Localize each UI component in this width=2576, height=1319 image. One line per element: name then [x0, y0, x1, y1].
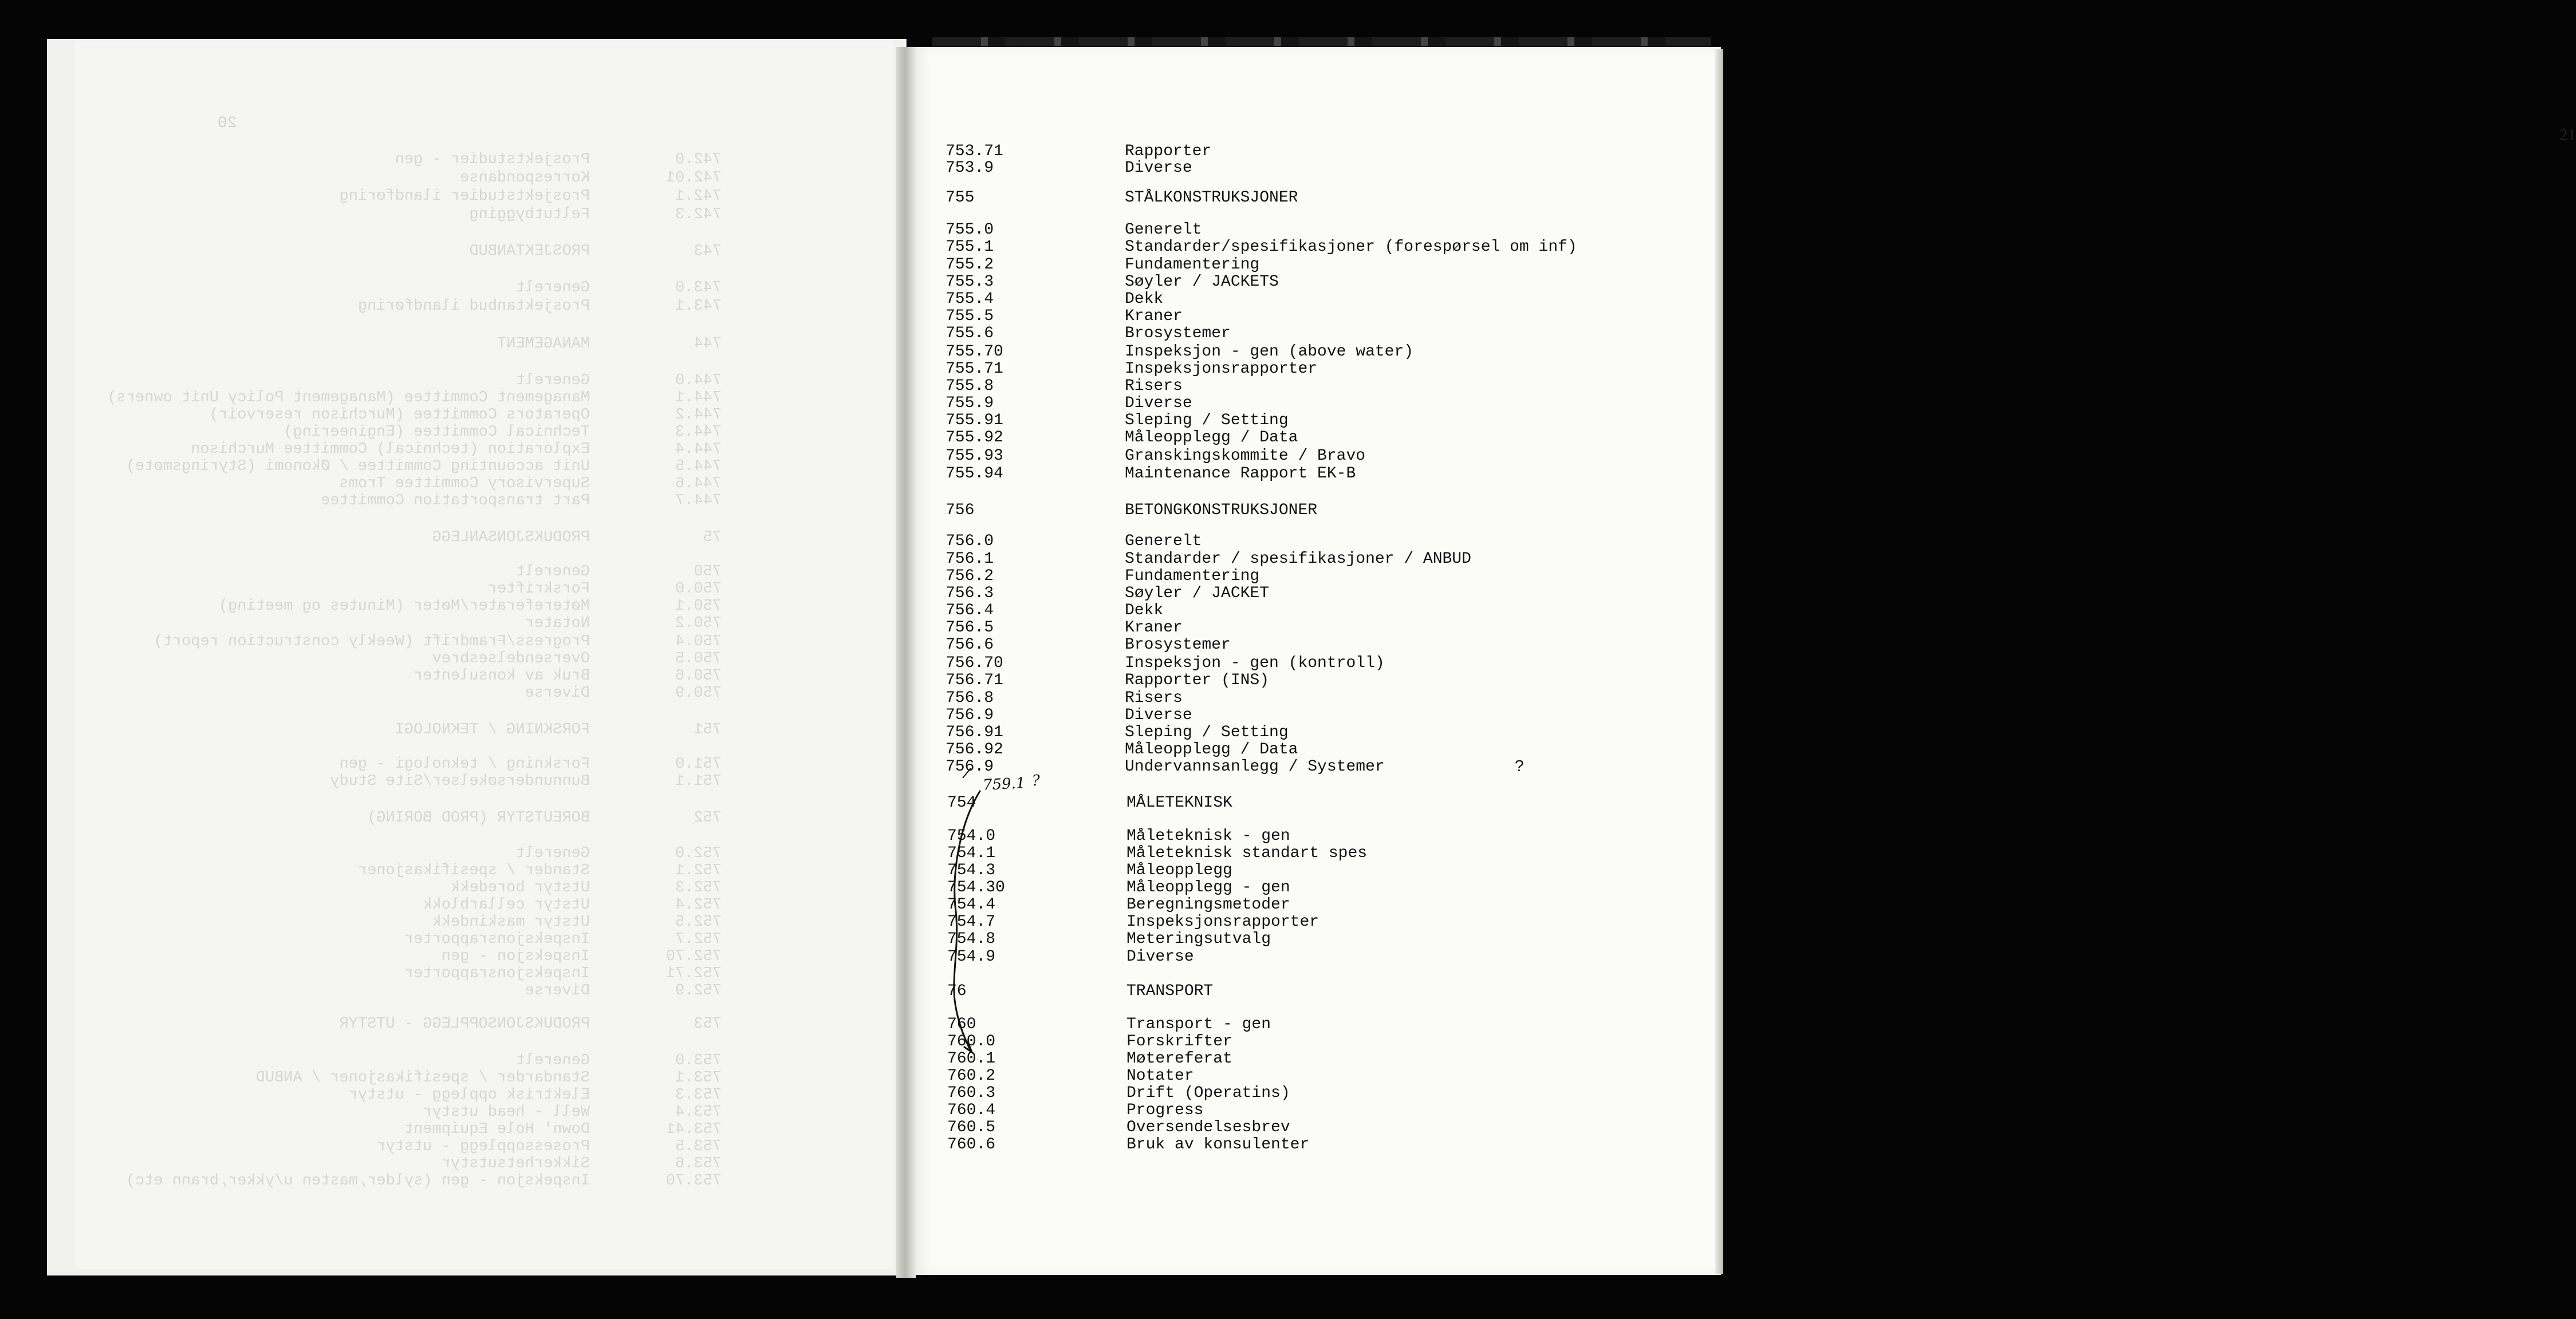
entry-label: Måleopplegg / Data	[1125, 741, 1298, 759]
entry-code: 755.70	[946, 343, 1003, 361]
bleedthrough-label: Prosjektstudier ilandføring	[339, 188, 590, 205]
entry-label: Inspeksjonsrapporter	[1125, 360, 1318, 378]
entry-label: Risers	[1125, 377, 1183, 395]
bleedthrough-label: Inspeksjonsrapporter	[404, 931, 590, 948]
entry-code: 756.0	[946, 532, 994, 550]
entry-label: Undervannsanlegg / Systemer	[1125, 758, 1385, 776]
bleedthrough-label: Generelt	[515, 279, 590, 297]
bleedthrough-code: 753.5	[675, 1138, 722, 1155]
bleedthrough-code: 750.5	[675, 650, 722, 668]
entry-code: 754.7	[947, 913, 996, 931]
left-page	[74, 41, 893, 1269]
entry-label: Fundamentering	[1125, 256, 1260, 274]
entry-code: 755.3	[946, 273, 994, 291]
entry-code: 756.4	[946, 602, 994, 619]
bleedthrough-label: Operators Committee (Murchison reservoir)	[209, 406, 590, 424]
bleedthrough-code: 753.3	[675, 1087, 722, 1104]
entry-code: 756	[946, 501, 975, 519]
entry-label: Risers	[1125, 689, 1183, 707]
entry-label: Diverse	[1126, 948, 1194, 966]
bleedthrough-code: 744.4	[675, 441, 722, 458]
entry-code: 756.1	[946, 550, 994, 568]
bleedthrough-label: Standarder / spesifikasjoner / ANBUD	[255, 1069, 590, 1087]
bleedthrough-label: PRODUKSJONSANLEGG	[432, 529, 590, 546]
bleedthrough-label: Management Committee (Management Policy Unit owners)	[107, 389, 590, 406]
entry-label: Dekk	[1125, 602, 1164, 619]
entry-code: 760.3	[947, 1084, 996, 1102]
bleedthrough-label: Well - head utstyr	[423, 1104, 590, 1121]
index-entries	[916, 47, 1721, 1275]
bleedthrough-label: Exploration (technical) Committee Murchison	[191, 441, 590, 458]
entry-label: Måleteknisk standart spes	[1126, 844, 1368, 862]
bleedthrough-label: Diverse	[525, 982, 590, 1000]
bleedthrough-label: Prosjektstudier - gen	[395, 151, 590, 168]
bleedthrough-label: BOREUTSTYR (PROD BORING)	[367, 809, 590, 827]
entry-label: Kraner	[1125, 619, 1183, 637]
entry-code: 755.6	[946, 325, 994, 342]
bleedthrough-label: Forskrifter	[487, 580, 590, 598]
bleedthrough-code: 742.0	[675, 151, 722, 168]
bleedthrough-code: 753.4	[675, 1104, 722, 1121]
entry-code: 753.9	[946, 159, 994, 177]
bleedthrough-code: 744	[694, 335, 722, 353]
entry-code: 756.9	[946, 758, 994, 776]
left-page-bleedthrough-text	[74, 41, 893, 1269]
bleedthrough-label: Inspeksjon - gen (sylder,masten u/ykker,brann etc)	[125, 1172, 590, 1190]
entry-label: Inspeksjonsrapporter	[1126, 913, 1319, 931]
entry-code: 756.71	[946, 672, 1003, 689]
entry-label: Standarder / spesifikasjoner / ANBUD	[1125, 550, 1471, 568]
entry-code: 755.4	[946, 290, 994, 308]
bleedthrough-label: Inspeksjon - gen	[441, 948, 590, 965]
bleedthrough-code: 752.7	[675, 931, 722, 948]
bleedthrough-label: Diverse	[525, 685, 590, 702]
entry-label: Inspeksjon - gen (kontroll)	[1125, 654, 1385, 672]
bleedthrough-code: 752.5	[675, 914, 722, 931]
entry-code: 756.91	[946, 724, 1003, 741]
bleedthrough-label: Down' Hole Equipment	[404, 1121, 590, 1138]
bleedthrough-code: 744.2	[675, 406, 722, 424]
entry-label: Diverse	[1125, 394, 1192, 412]
bleedthrough-label: FORSKNING / TEKNOLOGI	[395, 721, 590, 739]
bleedthrough-code: 753.0	[675, 1052, 722, 1069]
entry-label: Forskrifter	[1126, 1033, 1232, 1051]
entry-label: Meteringsutvalg	[1126, 930, 1271, 948]
bleedthrough-code: 743	[694, 243, 722, 260]
entry-label: Drift (Operatins)	[1126, 1084, 1290, 1102]
bleedthrough-code: 743.0	[675, 279, 722, 297]
bleedthrough-code: 751.0	[675, 756, 722, 773]
entry-code: 755.92	[946, 429, 1003, 447]
entry-code: 755.0	[946, 221, 994, 239]
entry-code: 754.8	[947, 930, 996, 948]
entry-label: Måleteknisk - gen	[1126, 827, 1290, 845]
bleedthrough-code: 753	[694, 1016, 722, 1033]
entry-code: 755.71	[946, 360, 1003, 378]
entry-label: Diverse	[1125, 159, 1192, 177]
bleedthrough-label: Generelt	[515, 372, 590, 389]
entry-code: 756.70	[946, 654, 1003, 672]
entry-label: Sleping / Setting	[1125, 412, 1289, 429]
entry-code: 754.0	[947, 827, 996, 845]
bleedthrough-code: 752.4	[675, 897, 722, 914]
bleedthrough-code: 752.0	[675, 845, 722, 862]
entry-code: 760	[947, 1016, 976, 1033]
entry-code: 76	[947, 982, 967, 1000]
book-spine	[896, 47, 916, 1278]
entry-code: 754.1	[947, 844, 996, 862]
entry-label: Standarder/spesifikasjoner (forespørsel om inf)	[1125, 238, 1577, 256]
entry-code: 756.6	[946, 636, 994, 654]
bleedthrough-label: Oversendelsesbrev	[432, 650, 590, 668]
bleedthrough-label: Part transportation Committee	[321, 492, 590, 510]
bleedthrough-label: Forskning / teknologi - gen	[339, 756, 590, 773]
bleedthrough-label: Technical Committee (Engineering)	[283, 424, 590, 441]
bleedthrough-code: 750.2	[675, 615, 722, 632]
entry-code: 755	[946, 189, 975, 207]
entry-label: TRANSPORT	[1126, 982, 1214, 1000]
entry-code: 755.5	[946, 307, 994, 325]
bleedthrough-code: 752.9	[675, 982, 722, 1000]
bleedthrough-code: 742.01	[665, 169, 722, 187]
page-top-edge	[932, 37, 1711, 46]
bleedthrough-label: Unit accounting Committee / Økonomi (Styringsmøte)	[125, 458, 590, 475]
bleedthrough-label: Utstyr maskindekk	[432, 914, 590, 931]
bleedthrough-code: 750.9	[675, 685, 722, 702]
bleedthrough-code: 753.70	[665, 1172, 722, 1190]
entry-code: 755.1	[946, 238, 994, 256]
bleedthrough-label: Stander / spesifikasjoner	[357, 862, 590, 879]
entry-code: 754	[947, 794, 976, 812]
entry-label: Generelt	[1125, 532, 1202, 550]
bleedthrough-label: Prosjektanbud ilandføring	[357, 298, 590, 315]
bleedthrough-label: PRODUKSJONSOPPLEGG - UTSTYR	[339, 1016, 590, 1033]
entry-label: Sleping / Setting	[1125, 724, 1289, 741]
bleedthrough-label: PROSJEKTANBUD	[469, 243, 590, 260]
entry-code: 756.2	[946, 567, 994, 585]
bleedthrough-label: Møtereferater/Møter (Minutes og meeting)	[218, 598, 590, 615]
entry-code: 754.4	[947, 896, 996, 914]
entry-label: Kraner	[1125, 307, 1183, 325]
page-number: 21	[2559, 126, 2576, 144]
entry-code: 760.5	[947, 1119, 996, 1136]
entry-label: Transport - gen	[1126, 1016, 1271, 1033]
bleedthrough-code: 750.1	[675, 598, 722, 615]
entry-code: 754.3	[947, 862, 996, 879]
bleedthrough-code: 751.1	[675, 773, 722, 790]
bleedthrough-label: Feltutbygging	[469, 206, 590, 223]
entry-label: Rapporter	[1125, 143, 1212, 160]
bleedthrough-code: 753.6	[675, 1155, 722, 1172]
handwritten-question-mark: ?	[1031, 772, 1041, 790]
bleedthrough-label: Korrespondanse	[460, 169, 590, 187]
entry-label: Oversendelsesbrev	[1126, 1119, 1290, 1136]
bleedthrough-code: 750	[694, 563, 722, 580]
bleedthrough-code: 744.5	[675, 458, 722, 475]
entry-code: 754.30	[947, 879, 1005, 897]
entry-label: Søyler / JACKET	[1125, 585, 1270, 602]
entry-code: 760.1	[947, 1050, 996, 1068]
typed-question-mark: ?	[1515, 757, 1524, 775]
bleedthrough-code: 743.1	[675, 298, 722, 315]
entry-label: Bruk av konsulenter	[1126, 1136, 1310, 1154]
entry-code: 755.91	[946, 412, 1003, 429]
entry-code: 755.8	[946, 377, 994, 395]
entry-code: 756.8	[946, 689, 994, 707]
bleedthrough-code: 753.1	[675, 1069, 722, 1087]
bleedthrough-label: Supervisory Committee Troms	[339, 475, 590, 492]
bleedthrough-code: 752	[694, 809, 722, 827]
bleedthrough-label: Utstyr boredekk	[450, 879, 590, 897]
bleedthrough-label: Elektrisk opplegg - utstyr	[348, 1087, 590, 1104]
entry-code: 755.9	[946, 394, 994, 412]
entry-label: Brosystemer	[1125, 636, 1231, 654]
entry-label: BETONGKONSTRUKSJONER	[1125, 501, 1318, 519]
bleedthrough-code: 744.3	[675, 424, 722, 441]
bleedthrough-code: 744.6	[675, 475, 722, 492]
bleedthrough-code: 752.3	[675, 879, 722, 897]
entry-label: Notater	[1126, 1067, 1194, 1085]
entry-label: Inspeksjon - gen (above water)	[1125, 343, 1414, 361]
entry-label: Søyler / JACKETS	[1125, 273, 1279, 291]
bleedthrough-code: 752.70	[665, 948, 722, 965]
entry-code: 756.92	[946, 741, 1003, 759]
bleedthrough-label: Utstyr cellarblokk	[423, 897, 590, 914]
entry-label: Progress	[1126, 1101, 1204, 1119]
entry-code: 756.3	[946, 585, 994, 602]
entry-label: Måleopplegg - gen	[1126, 879, 1290, 897]
entry-code: 755.94	[946, 465, 1003, 483]
bleedthrough-code: 751	[694, 721, 722, 739]
entry-label: Dekk	[1125, 290, 1164, 308]
entry-label: Rapporter (INS)	[1125, 672, 1270, 689]
bleedthrough-label: Prosessopplegg - utstyr	[376, 1138, 590, 1155]
right-page	[916, 47, 2576, 1275]
entry-code: 755.93	[946, 447, 1003, 465]
entry-code: 760.6	[947, 1136, 996, 1154]
bleedthrough-label: Inspeksjonsrapporter	[404, 965, 590, 982]
entry-label: Granskingskommite / Bravo	[1125, 447, 1366, 465]
bleedthrough-label: Notater	[525, 615, 590, 632]
bleedthrough-code: 750.4	[675, 633, 722, 650]
left-page-number: 20	[218, 114, 237, 132]
bleedthrough-code: 742.3	[675, 206, 722, 223]
entry-label: Maintenance Rapport EK-B	[1125, 465, 1356, 483]
bleedthrough-code: 744.7	[675, 492, 722, 510]
entry-label: Møtereferat	[1126, 1050, 1232, 1068]
entry-code: 756.5	[946, 619, 994, 637]
right-page-edge	[1715, 49, 1723, 1274]
entry-code: 753.71	[946, 143, 1003, 160]
entry-code: 760.0	[947, 1033, 996, 1051]
bleedthrough-label: Generelt	[515, 1052, 590, 1069]
entry-label: STÅLKONSTRUKSJONER	[1125, 189, 1298, 207]
bleedthrough-code: 750.0	[675, 580, 722, 598]
bleedthrough-code: 750.6	[675, 668, 722, 685]
bleedthrough-code: 752.1	[675, 862, 722, 879]
entry-label: Brosystemer	[1125, 325, 1231, 342]
bleedthrough-label: Sikkerhetsutstyr	[441, 1155, 590, 1172]
bleedthrough-label: Bruk av konsulenter	[413, 668, 590, 685]
entry-label: Diverse	[1125, 706, 1192, 724]
bleedthrough-code: 744.1	[675, 389, 722, 406]
entry-label: Måleopplegg / Data	[1125, 429, 1298, 447]
bleedthrough-code: 753.41	[665, 1121, 722, 1138]
bleedthrough-label: Generelt	[515, 845, 590, 862]
entry-code: 760.4	[947, 1101, 996, 1119]
entry-label: Måleopplegg	[1126, 862, 1232, 879]
bleedthrough-code: 742.1	[675, 188, 722, 205]
entry-code: 755.2	[946, 256, 994, 274]
bleedthrough-label: MANAGEMENT	[497, 335, 590, 353]
entry-label: MÅLETEKNISK	[1126, 794, 1232, 812]
entry-code: 754.9	[947, 948, 996, 966]
bleedthrough-label: Progress/Framdrift (Weekly construction report)	[153, 633, 590, 650]
handwritten-code: 759.1	[982, 775, 1026, 794]
bleedthrough-code: 75	[703, 529, 722, 546]
bleedthrough-code: 752.71	[665, 965, 722, 982]
bleedthrough-label: Bunnundersøkelser/Site Study	[330, 773, 590, 790]
entry-label: Beregningsmetoder	[1126, 896, 1290, 914]
entry-label: Generelt	[1125, 221, 1202, 239]
entry-code: 756.9	[946, 706, 994, 724]
entry-code: 760.2	[947, 1067, 996, 1085]
bleedthrough-code: 744.0	[675, 372, 722, 389]
bleedthrough-label: Generelt	[515, 563, 590, 580]
entry-label: Fundamentering	[1125, 567, 1260, 585]
